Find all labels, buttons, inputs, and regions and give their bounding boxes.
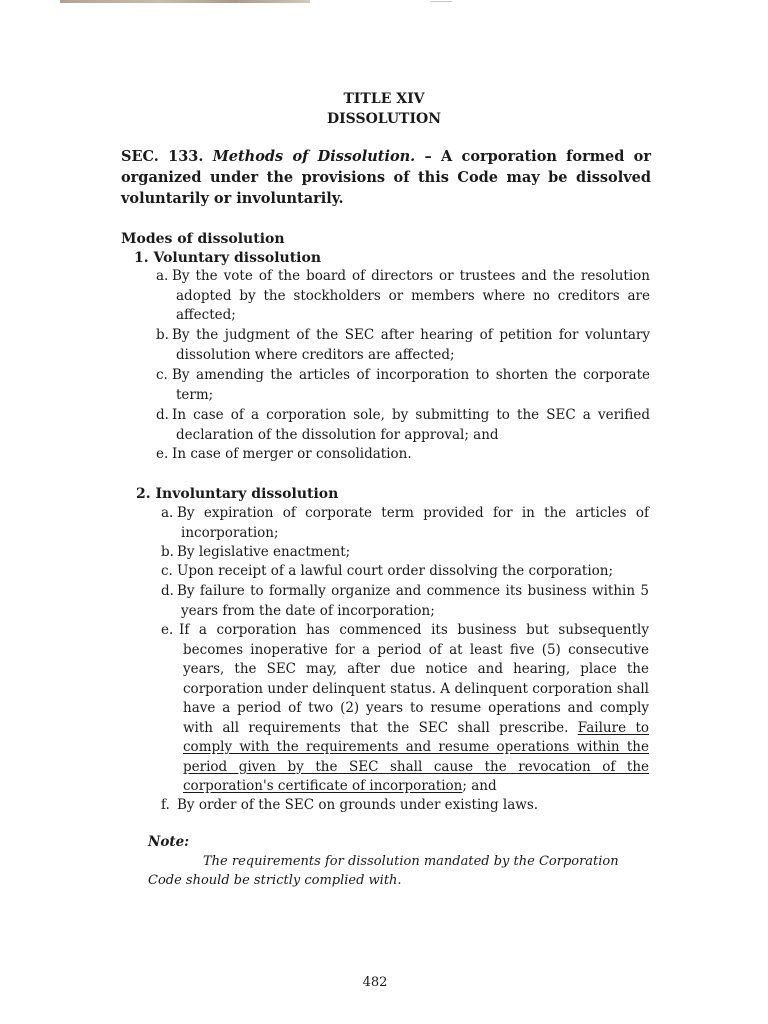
page-number: 482 [362, 975, 388, 990]
modes-heading: Modes of dissolution [121, 231, 285, 247]
section-133 [121, 146, 651, 209]
title-name: DISSOLUTION [326, 111, 442, 127]
item-text: By the vote of the board of directors or trustees and the resolution adopted by the stockholders or members where no creditors are affected; [172, 268, 650, 323]
section-number: SEC. 133. [121, 148, 204, 165]
item-marker: b. [156, 327, 169, 343]
item-text [161, 621, 649, 797]
item-text: By order of the SEC on grounds under existing laws. [177, 797, 539, 813]
title-number: TITLE XIV [343, 91, 425, 107]
note-label: Note: [148, 834, 190, 850]
item-marker: f. [161, 797, 170, 813]
item-marker: d. [156, 407, 169, 423]
voluntary-item-c [156, 366, 650, 405]
item-text: Upon receipt of a lawful court order dissolving the corporation; [177, 563, 614, 579]
voluntary-item-b [156, 326, 650, 365]
involuntary-item-e [161, 621, 649, 797]
item-text: By amending the articles of incorporation to shorten the corporate term; [172, 367, 650, 403]
item-marker: c. [156, 367, 168, 383]
involuntary-item-b [161, 543, 649, 563]
voluntary-item-d [156, 406, 650, 445]
item-marker: e. [156, 446, 169, 462]
involuntary-item-d [161, 582, 649, 621]
item-text-plain: If a corporation has commenced its business but subsequently becomes inoperative for a period of at least five (5) consecutive years, the SEC may, after due notice and hearing, place the corporation under delinquent status. A delinquent corporation shall have a period of two (2) years to resume operations and comply with all requirements that the SEC shall prescribe. [179, 622, 649, 736]
voluntary-heading: 1. Voluntary dissolution [134, 250, 322, 266]
involuntary-item-a [161, 504, 649, 543]
item-text: In case of merger or consolidation. [172, 446, 412, 462]
item-marker: a. [161, 505, 174, 521]
item-text: In case of a corporation sole, by submitting to the SEC a verified declaration of the dissolution for approval; and [172, 407, 650, 443]
item-text-tail: ; and [462, 778, 497, 794]
item-marker: b. [161, 544, 174, 560]
item-marker: a. [156, 268, 169, 284]
item-text-underlined: Failure to comply with the requirements and resume operations within the period given by the SEC shall cause the revocation of the corporation's certificate of incorporation [183, 719, 649, 794]
section-heading: Methods of Dissolution. [212, 148, 416, 165]
item-text: By failure to formally organize and commence its business within 5 years from the date of incorporation; [177, 583, 649, 619]
item-text: By the judgment of the SEC after hearing of petition for voluntary dissolution where creditors are affected; [172, 327, 650, 363]
note-text: The requirements for dissolution mandated by the Corporation Code should be strictly complied with. [148, 854, 619, 888]
involuntary-item-c [161, 562, 649, 582]
item-text: By legislative enactment; [177, 544, 351, 560]
item-marker: c. [161, 563, 173, 579]
item-marker: d. [161, 583, 174, 599]
involuntary-heading: 2. Involuntary dissolution [136, 486, 339, 502]
voluntary-item-e [156, 445, 650, 465]
item-text: By expiration of corporate term provided for in the articles of incorporation; [177, 505, 649, 541]
section-body: – A corporation formed or organized under the provisions of this Code may be dissolved voluntarily or involuntarily. [121, 148, 651, 207]
involuntary-item-f [161, 796, 649, 816]
item-marker: e. [161, 622, 174, 638]
voluntary-item-a [156, 267, 650, 326]
